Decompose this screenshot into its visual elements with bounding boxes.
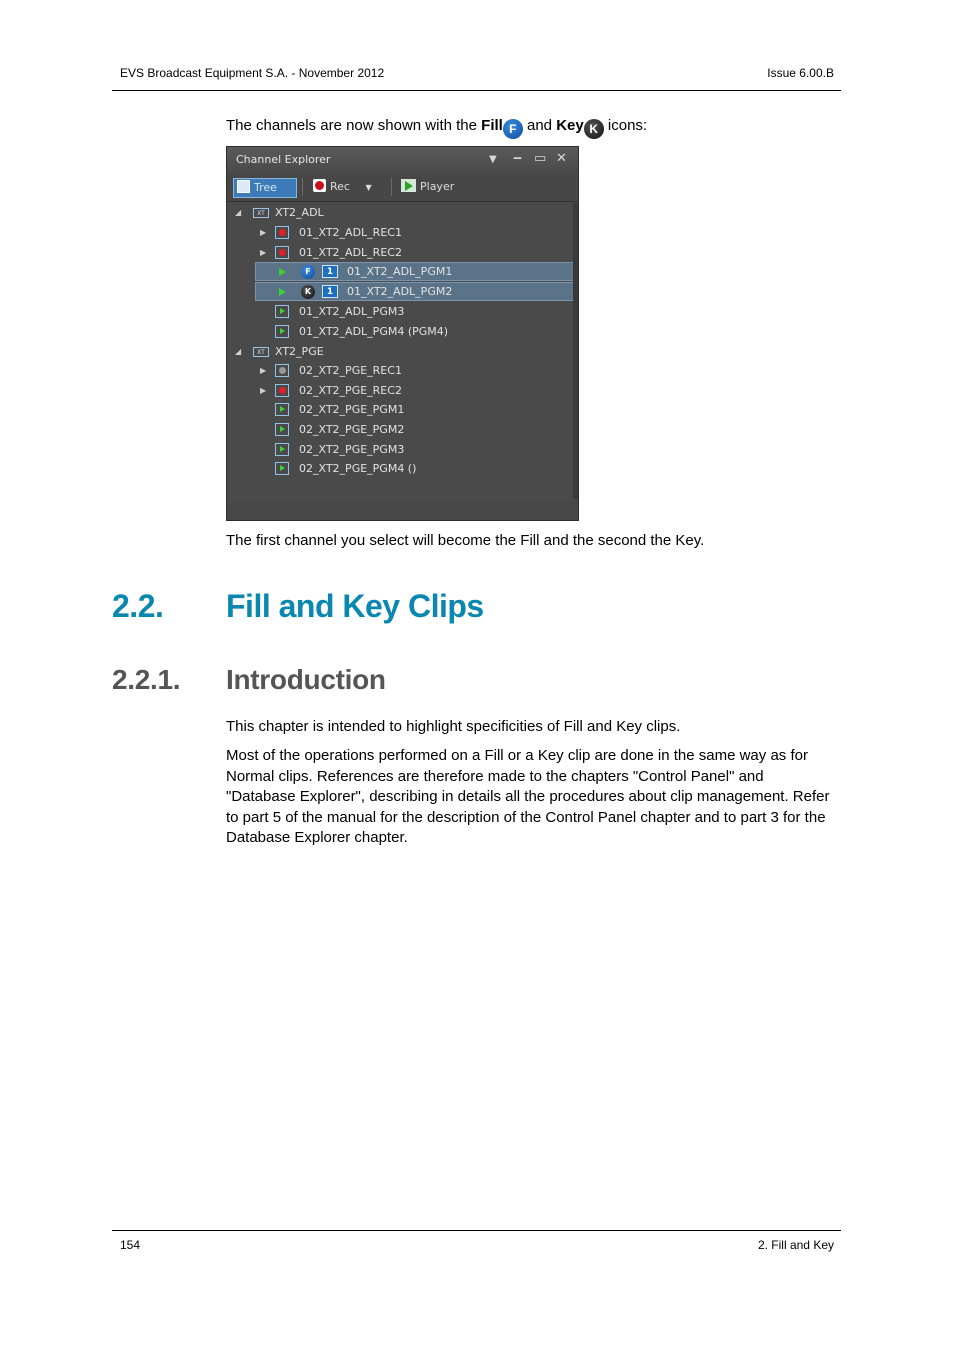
channel-row-selected[interactable] xyxy=(255,282,574,301)
server-icon: XT xyxy=(253,347,269,357)
page-number: 154 xyxy=(120,1238,141,1252)
group-label: XT2_ADL xyxy=(275,206,324,219)
dropdown-icon[interactable]: ▼ xyxy=(489,154,497,165)
section-number: 2.2. xyxy=(112,588,164,624)
channel-row[interactable] xyxy=(260,243,560,262)
channel-label: 01_XT2_ADL_PGM3 xyxy=(299,305,405,318)
footer-rule xyxy=(112,1230,841,1231)
channel-row[interactable] xyxy=(260,361,560,380)
rec-channel-icon xyxy=(275,246,289,259)
collapse-arrow-icon[interactable]: ◢ xyxy=(235,208,242,217)
key-icon: K xyxy=(301,285,315,299)
close-icon[interactable]: ✕ xyxy=(556,151,567,166)
intro-paragraph xyxy=(226,116,841,139)
expand-arrow-icon[interactable]: ▶ xyxy=(260,228,267,237)
channel-row[interactable] xyxy=(260,400,560,419)
player-channel-icon xyxy=(275,305,289,318)
player-channel-icon xyxy=(275,462,289,475)
tree-group-xt2-pge[interactable] xyxy=(235,342,565,361)
player-button[interactable] xyxy=(401,178,471,196)
channel-label: 01_XT2_ADL_REC1 xyxy=(299,226,402,239)
index-badge: 1 xyxy=(322,265,338,278)
body-paragraph-1: This chapter is intended to highlight specificities of Fill and Key clips. xyxy=(226,718,681,735)
page-header-right: Issue 6.00.B xyxy=(767,66,834,80)
rec-dropdown-icon[interactable]: ▼ xyxy=(365,183,372,192)
key-badge-icon: K xyxy=(584,119,604,139)
channel-label: 02_XT2_PGE_REC2 xyxy=(299,384,402,397)
player-channel-icon xyxy=(275,403,289,416)
tree-icon xyxy=(237,180,250,193)
panel-titlebar xyxy=(227,147,578,173)
page-header-left: EVS Broadcast Equipment S.A. - November 2012 xyxy=(120,66,385,80)
channel-row[interactable] xyxy=(260,440,560,459)
key-word: Key xyxy=(556,117,584,134)
channel-label: 01_XT2_ADL_PGM1 xyxy=(347,265,453,278)
tree-label: Tree xyxy=(254,181,277,194)
rec-label: Rec xyxy=(330,180,350,193)
play-icon xyxy=(401,179,416,192)
body-paragraph-2: Most of the operations performed on a Fill or a Key clip are done in the same way as for Normal clips. References are therefore made to the chapters "Control Panel" and "Database Explorer", describing in details all the procedures about clip management. Refer to part 5 of the manual for the description of the Control Panel chapter and to part 3 for the Database Explorer chapter. xyxy=(226,747,830,846)
channel-explorer-panel xyxy=(226,146,579,521)
channel-label: 02_XT2_PGE_PGM4 () xyxy=(299,462,417,475)
subsection-number: 2.2.1. xyxy=(112,664,181,695)
rec-button[interactable] xyxy=(313,178,383,196)
tree-scrollbar[interactable] xyxy=(573,203,578,499)
index-badge: 1 xyxy=(322,285,338,298)
group-label: XT2_PGE xyxy=(275,345,324,358)
play-arrow-icon xyxy=(279,288,286,296)
intro-after: icons: xyxy=(603,117,648,134)
expand-arrow-icon[interactable]: ▶ xyxy=(260,386,267,395)
channel-label: 01_XT2_ADL_PGM2 xyxy=(347,285,453,298)
channel-row[interactable] xyxy=(260,322,560,341)
record-icon xyxy=(313,179,326,192)
channel-row[interactable] xyxy=(260,302,560,321)
channel-tree xyxy=(227,203,572,499)
channel-label: 02_XT2_PGE_REC1 xyxy=(299,364,402,377)
footer-chapter: 2. Fill and Key xyxy=(757,1238,834,1252)
header-rule xyxy=(112,90,841,91)
channel-row-selected[interactable] xyxy=(255,262,574,281)
player-channel-icon xyxy=(275,443,289,456)
panel-footer xyxy=(227,500,578,520)
tree-button[interactable] xyxy=(233,178,297,198)
intro-text: The channels are now shown with the xyxy=(226,117,482,134)
minimize-icon[interactable]: ‒ xyxy=(513,151,523,166)
subsection-title: Introduction xyxy=(226,664,386,695)
rec-idle-channel-icon xyxy=(275,364,289,377)
toolbar-separator xyxy=(391,178,392,196)
fill-icon: F xyxy=(301,265,315,279)
collapse-arrow-icon[interactable]: ◢ xyxy=(235,347,242,356)
tree-group-xt2-adl[interactable] xyxy=(235,203,565,222)
channel-label: 01_XT2_ADL_PGM4 (PGM4) xyxy=(299,325,449,338)
channel-row[interactable] xyxy=(260,223,560,242)
expand-arrow-icon[interactable]: ▶ xyxy=(260,248,267,257)
figure-caption-paragraph: The first channel you select will become the Fill and the second the Key. xyxy=(226,532,705,549)
fill-badge-icon: F xyxy=(503,119,523,139)
expand-arrow-icon[interactable]: ▶ xyxy=(260,366,267,375)
panel-title: Channel Explorer xyxy=(236,153,331,166)
channel-row[interactable] xyxy=(260,420,560,439)
channel-row[interactable] xyxy=(260,381,560,400)
intro-and: and xyxy=(522,117,557,134)
play-arrow-icon xyxy=(279,268,286,276)
toolbar-separator xyxy=(302,178,303,196)
rec-channel-icon xyxy=(275,384,289,397)
fill-word: Fill xyxy=(481,117,503,134)
player-label: Player xyxy=(420,180,455,193)
maximize-icon[interactable]: ▭ xyxy=(534,151,547,166)
panel-toolbar xyxy=(227,173,578,202)
player-channel-icon xyxy=(275,325,289,338)
server-icon: XT xyxy=(253,208,269,218)
section-title: Fill and Key Clips xyxy=(226,588,484,624)
channel-label: 01_XT2_ADL_REC2 xyxy=(299,246,402,259)
rec-channel-icon xyxy=(275,226,289,239)
channel-label: 02_XT2_PGE_PGM1 xyxy=(299,403,405,416)
channel-label: 02_XT2_PGE_PGM2 xyxy=(299,423,405,436)
channel-label: 02_XT2_PGE_PGM3 xyxy=(299,443,405,456)
player-channel-icon xyxy=(275,423,289,436)
channel-row[interactable] xyxy=(260,459,560,478)
